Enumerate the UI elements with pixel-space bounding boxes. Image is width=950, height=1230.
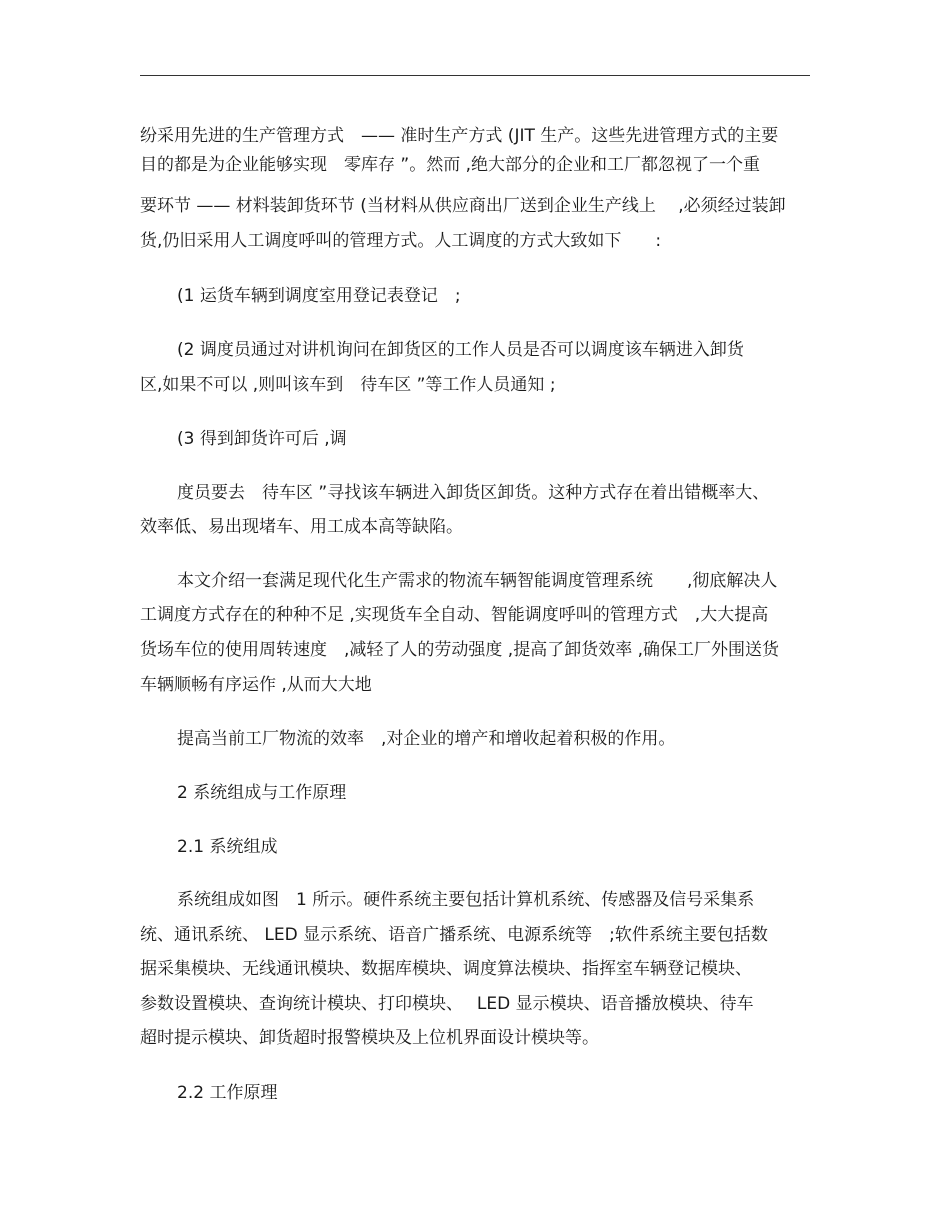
paragraph-line: 参数设置模块、查询统计模块、打印模块、 LED 显示模块、语音播放模块、待车 — [140, 994, 754, 1014]
paragraph-line: 本文介绍一套满足现代化生产需求的物流车辆智能调度管理系统 ,彻底解决人 — [177, 571, 778, 591]
paragraph-line: 系统组成如图 1 所示。硬件系统主要包括计算机系统、传感器及信号采集系 — [177, 890, 755, 910]
paragraph-line: 区,如果不可以 ,则叫该车到 待车区 ”等工作人员通知 ; — [140, 375, 556, 395]
paragraph-line: 纷采用先进的生产管理方式 —— 准时生产方式 (JIT 生产。这些先进管理方式的主要 — [140, 126, 779, 146]
section-heading: 2 系统组成与工作原理 — [177, 783, 347, 803]
list-item-3: (3 得到卸货许可后 ,调 — [177, 429, 347, 449]
paragraph-line: 效率低、易出现堵车、用工成本高等缺陷。 — [140, 517, 463, 537]
subsection-heading: 2.1 系统组成 — [177, 837, 278, 857]
header-rule — [140, 75, 810, 76]
paragraph-line: 统、通讯系统、 LED 显示系统、语音广播系统、电源系统等 ;软件系统主要包括数 — [140, 925, 768, 945]
list-item-2: (2 调度员通过对讲机询问在卸货区的工作人员是否可以调度该车辆进入卸货 — [177, 340, 744, 360]
paragraph-line: 车辆顺畅有序运作 ,从而大大地 — [140, 675, 372, 695]
list-item-1: (1 运货车辆到调度室用登记表登记 ; — [177, 286, 461, 306]
paragraph-line: 工调度方式存在的种种不足 ,实现货车全自动、智能调度呼叫的管理方式 ,大大提高 — [140, 605, 769, 625]
paragraph-line: 货场车位的使用周转速度 ,减轻了人的劳动强度 ,提高了卸货效率 ,确保工厂外围送货 — [140, 640, 780, 660]
paragraph-line: 目的都是为企业能够实现 零库存 ”。然而 ,绝大部分的企业和工厂都忽视了一个重 — [140, 155, 761, 175]
subsection-heading: 2.2 工作原理 — [177, 1083, 278, 1103]
paragraph-line: 超时提示模块、卸货超时报警模块及上位机界面设计模块等。 — [140, 1028, 599, 1048]
paragraph-line: 度员要去 待车区 ”寻找该车辆进入卸货区卸货。这种方式存在着出错概率大、 — [177, 483, 770, 503]
paragraph-line: 货,仍旧采用人工调度呼叫的管理方式。人工调度的方式大致如下 : — [140, 231, 662, 251]
paragraph-line: 提高当前工厂物流的效率 ,对企业的增产和增收起着积极的作用。 — [177, 729, 676, 749]
paragraph-line: 要环节 —— 材料装卸货环节 (当材料从供应商出厂送到企业生产线上 ,必须经过装卸 — [140, 196, 786, 216]
paragraph-line: 据采集模块、无线通讯模块、数据库模块、调度算法模块、指挥室车辆登记模块、 — [140, 959, 752, 979]
